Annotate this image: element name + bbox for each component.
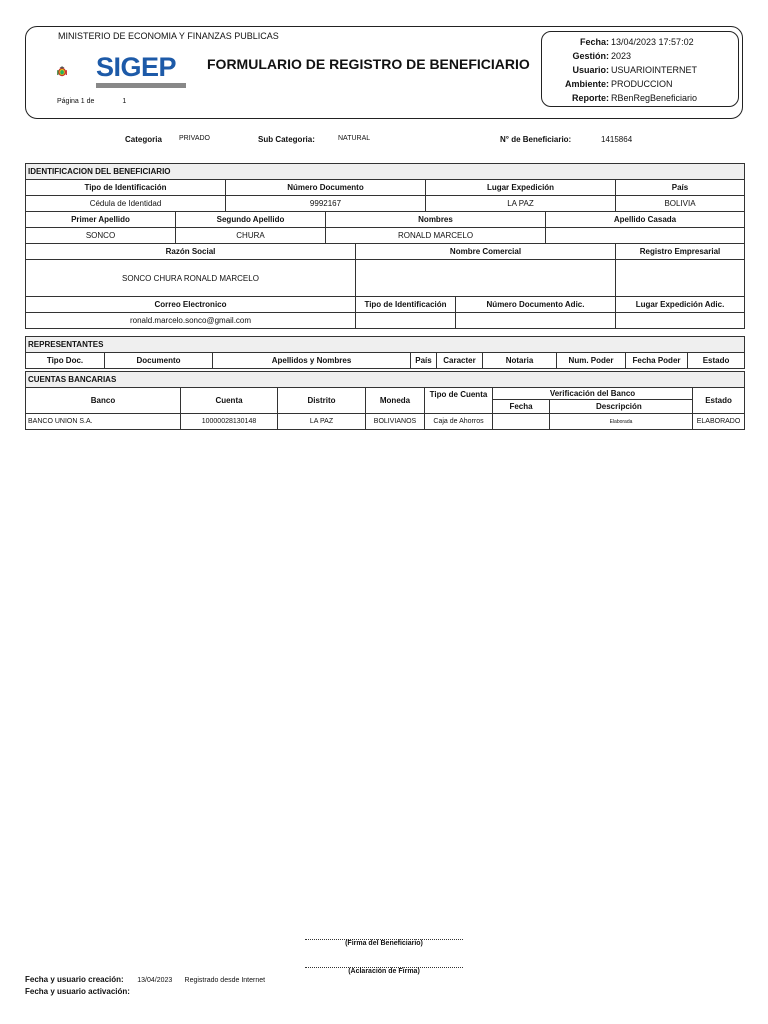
col-num-poder: Num. Poder bbox=[557, 353, 626, 369]
col-tipo-doc: Tipo Doc. bbox=[26, 353, 105, 369]
col-tipo-identificacion-adic: Tipo de Identificación bbox=[356, 297, 456, 313]
page-info bbox=[57, 98, 126, 105]
page-label: Página 1 de bbox=[57, 98, 95, 105]
meta-ambiente: Ambiente: PRODUCCION bbox=[564, 79, 673, 89]
col-moneda: Moneda bbox=[366, 388, 425, 414]
col-segundo-apellido: Segundo Apellido bbox=[176, 212, 326, 228]
col-numero-documento-adic: Número Documento Adic. bbox=[456, 297, 616, 313]
cell-registro-empresarial bbox=[616, 260, 745, 297]
section-representatives: REPRESENTANTES bbox=[26, 337, 745, 353]
cell-moneda: BOLIVIANOS bbox=[366, 414, 425, 430]
creation-user: Registrado desde Internet bbox=[184, 977, 266, 984]
subcategory-value: NATURAL bbox=[338, 135, 371, 142]
clarification-label: (Aclaración de Firma) bbox=[348, 968, 420, 975]
meta-fecha: Fecha: 13/04/2023 17:57:02 bbox=[579, 37, 694, 47]
cell-nombre-comercial bbox=[356, 260, 616, 297]
cell-numero-documento: 9992167 bbox=[226, 196, 426, 212]
section-identification: IDENTIFICACION DEL BENEFICIARIO bbox=[26, 164, 745, 180]
col-estado: Estado bbox=[693, 388, 745, 414]
bolivia-coat-of-arms-icon bbox=[56, 54, 96, 90]
activation-label: Fecha y usuario activación: bbox=[25, 987, 130, 996]
cell-nombres: RONALD MARCELO bbox=[326, 228, 546, 244]
col-apellidos-nombres: Apellidos y Nombres bbox=[213, 353, 411, 369]
col-apellido-casada: Apellido Casada bbox=[546, 212, 745, 228]
cell-pais: BOLIVIA bbox=[616, 196, 745, 212]
col-distrito: Distrito bbox=[278, 388, 366, 414]
footer-creation bbox=[25, 975, 275, 984]
logo-underline bbox=[96, 83, 186, 88]
cell-razon-social: SONCO CHURA RONALD MARCELO bbox=[26, 260, 356, 297]
col-pais: País bbox=[616, 180, 745, 196]
bank-accounts-table bbox=[25, 371, 745, 430]
col-nombre-comercial: Nombre Comercial bbox=[356, 244, 616, 260]
creation-date: 13/04/2023 bbox=[137, 977, 173, 984]
col-notaria: Notaria bbox=[483, 353, 557, 369]
cell-segundo-apellido: CHURA bbox=[176, 228, 326, 244]
subcategory-label: Sub Categoria: bbox=[258, 135, 315, 144]
beneficiary-number-value: 1415864 bbox=[601, 135, 633, 144]
cell-tipo-cuenta: Caja de Ahorros bbox=[425, 414, 493, 430]
section-bank-accounts: CUENTAS BANCARIAS bbox=[26, 372, 745, 388]
meta-usuario: Usuario: USUARIOINTERNET bbox=[572, 65, 698, 75]
col-correo: Correo Electronico bbox=[26, 297, 356, 313]
cell-lugar-expedicion: LA PAZ bbox=[426, 196, 616, 212]
cell-primer-apellido: SONCO bbox=[26, 228, 176, 244]
category-label: Categoria bbox=[125, 135, 162, 144]
cell-estado: ELABORADO bbox=[693, 414, 745, 430]
meta-reporte: Reporte: RBenRegBeneficiario bbox=[571, 93, 698, 103]
col-registro-empresarial: Registro Empresarial bbox=[616, 244, 745, 260]
col-documento: Documento bbox=[105, 353, 213, 369]
cell-fecha-verif bbox=[493, 414, 550, 430]
cell-apellido-casada bbox=[546, 228, 745, 244]
col-fecha-verif: Fecha bbox=[493, 400, 550, 414]
col-pais-rep: País bbox=[411, 353, 437, 369]
report-meta-box bbox=[541, 31, 739, 107]
col-primer-apellido: Primer Apellido bbox=[26, 212, 176, 228]
cell-banco: BANCO UNION S.A. bbox=[26, 414, 181, 430]
creation-label: Fecha y usuario creación: bbox=[25, 975, 124, 984]
col-fecha-poder: Fecha Poder bbox=[626, 353, 688, 369]
col-estado-rep: Estado bbox=[688, 353, 745, 369]
cell-cuenta: 10000028130148 bbox=[181, 414, 278, 430]
form-title: FORMULARIO DE REGISTRO DE BENEFICIARIO bbox=[207, 56, 530, 72]
footer-activation bbox=[25, 987, 135, 996]
col-banco: Banco bbox=[26, 388, 181, 414]
cell-tipo-identificacion: Cédula de Identidad bbox=[26, 196, 226, 212]
col-lugar-expedicion-adic: Lugar Expedición Adic. bbox=[616, 297, 745, 313]
representatives-table bbox=[25, 336, 745, 369]
ministry-name: MINISTERIO DE ECONOMIA Y FINANZAS PUBLICAS bbox=[58, 31, 279, 41]
col-tipo-identificacion: Tipo de Identificación bbox=[26, 180, 226, 196]
col-tipo-cuenta: Tipo de Cuenta bbox=[425, 388, 493, 414]
cell-lugar-expedicion-adic bbox=[616, 313, 745, 329]
col-razon-social: Razón Social bbox=[26, 244, 356, 260]
page-total: 1 bbox=[122, 98, 127, 105]
col-descripcion: Descripción bbox=[550, 400, 693, 414]
col-verificacion-banco: Verificación del Banco bbox=[493, 388, 693, 400]
col-lugar-expedicion: Lugar Expedición bbox=[426, 180, 616, 196]
cell-distrito: LA PAZ bbox=[278, 414, 366, 430]
col-caracter: Caracter bbox=[437, 353, 483, 369]
identification-table bbox=[25, 163, 745, 329]
signature-label: (Firma del Beneficiario) bbox=[345, 940, 423, 947]
col-nombres: Nombres bbox=[326, 212, 546, 228]
sigep-logo: SIGEP bbox=[96, 52, 177, 82]
cell-correo: ronald.marcelo.sonco@gmail.com bbox=[26, 313, 356, 329]
col-numero-documento: Número Documento bbox=[226, 180, 426, 196]
cell-descripcion: Elaborada bbox=[550, 414, 693, 430]
cell-numero-documento-adic bbox=[456, 313, 616, 329]
cell-tipo-identificacion-adic bbox=[356, 313, 456, 329]
beneficiary-number-label: N° de Beneficiario: bbox=[500, 135, 572, 144]
col-cuenta: Cuenta bbox=[181, 388, 278, 414]
category-value: PRIVADO bbox=[179, 135, 210, 142]
meta-gestion: Gestión: 2023 bbox=[572, 51, 632, 61]
